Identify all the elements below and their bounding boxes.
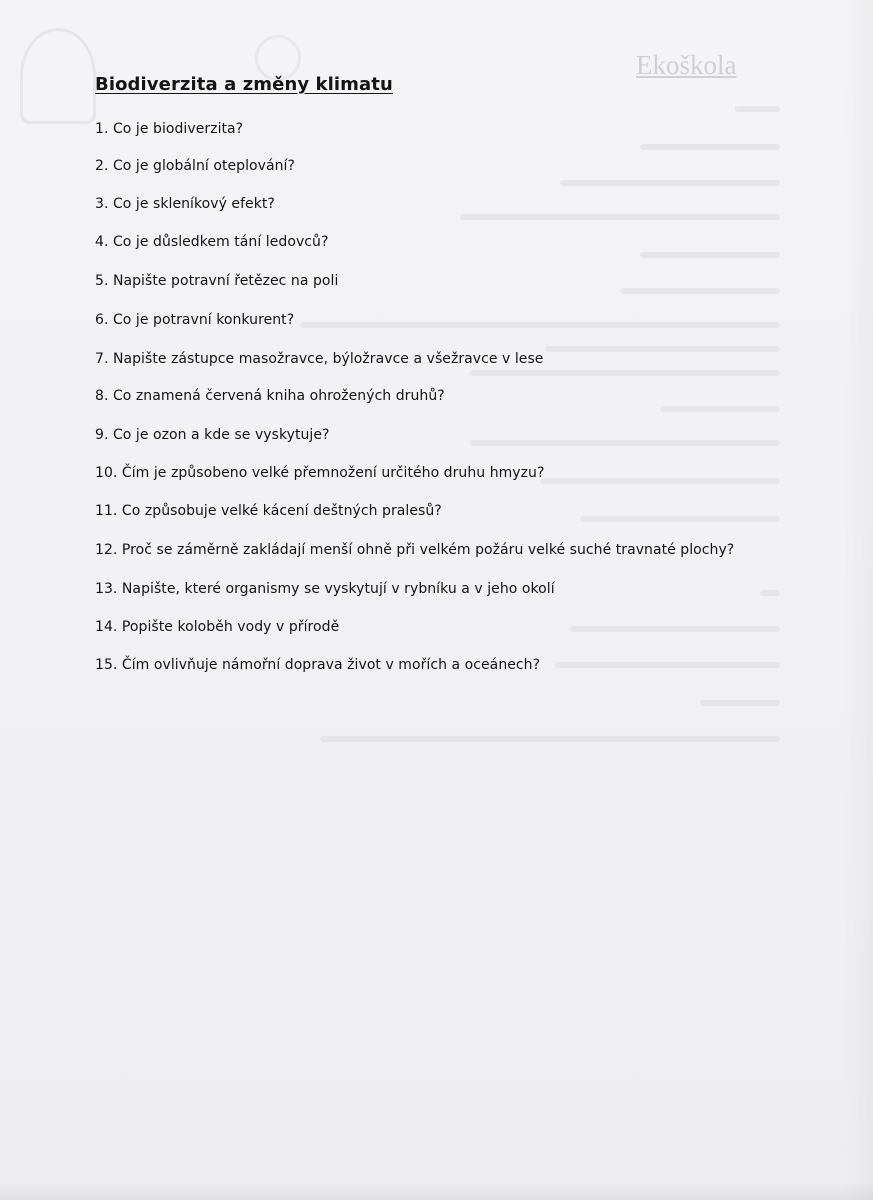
show-through-line	[640, 144, 780, 150]
show-through-line	[320, 736, 780, 742]
show-through-line	[570, 626, 780, 632]
show-through-line	[560, 180, 780, 186]
question-item: 1. Co je biodiverzita?	[95, 121, 244, 137]
show-through-line	[660, 406, 780, 412]
question-item: 8. Co znamená červená kniha ohrožených druhů?	[95, 388, 445, 404]
show-through-line	[460, 214, 780, 220]
page-bottom-shadow	[0, 1182, 873, 1200]
question-item: 15. Čím ovlivňuje námořní doprava život v mořích a oceánech?	[95, 657, 541, 673]
show-through-line	[540, 478, 780, 484]
show-through-line	[735, 106, 780, 112]
question-item: 7. Napište zástupce masožravce, býložravce a všežravce v lese	[95, 351, 544, 367]
show-through-line	[555, 662, 780, 668]
question-item: 9. Co je ozon a kde se vyskytuje?	[95, 427, 330, 443]
question-item: 4. Co je důsledkem tání ledovců?	[95, 234, 329, 250]
question-item: 11. Co způsobuje velké kácení deštných pralesů?	[95, 503, 442, 519]
show-through-line	[545, 346, 780, 352]
show-through-line	[620, 288, 780, 294]
show-through-logo-icon	[20, 28, 96, 124]
show-through-line	[700, 700, 780, 706]
show-through-line	[300, 322, 780, 328]
question-item: 3. Co je skleníkový efekt?	[95, 196, 275, 212]
question-item: 14. Popište koloběh vody v přírodě	[95, 619, 340, 635]
question-item: 6. Co je potravní konkurent?	[95, 312, 295, 328]
question-item: 5. Napište potravní řetězec na poli	[95, 273, 339, 289]
page-edge-shadow	[843, 0, 873, 1200]
show-through-line	[760, 590, 780, 596]
question-item: 12. Proč se záměrně zakládají menší ohně při velkém požáru velké suché travnaté plochy?	[95, 542, 735, 558]
show-through-title: Ekoškola	[636, 50, 737, 80]
worksheet-title: Biodiverzita a změny klimatu	[95, 74, 393, 95]
show-through-line	[580, 516, 780, 522]
question-item: 13. Napište, které organismy se vyskytují v rybníku a v jeho okolí	[95, 581, 555, 597]
show-through-line	[640, 252, 780, 258]
question-item: 10. Čím je způsobeno velké přemnožení určitého druhu hmyzu?	[95, 465, 545, 481]
show-through-line	[470, 370, 780, 376]
show-through-line	[470, 440, 780, 446]
question-item: 2. Co je globální oteplování?	[95, 158, 295, 174]
